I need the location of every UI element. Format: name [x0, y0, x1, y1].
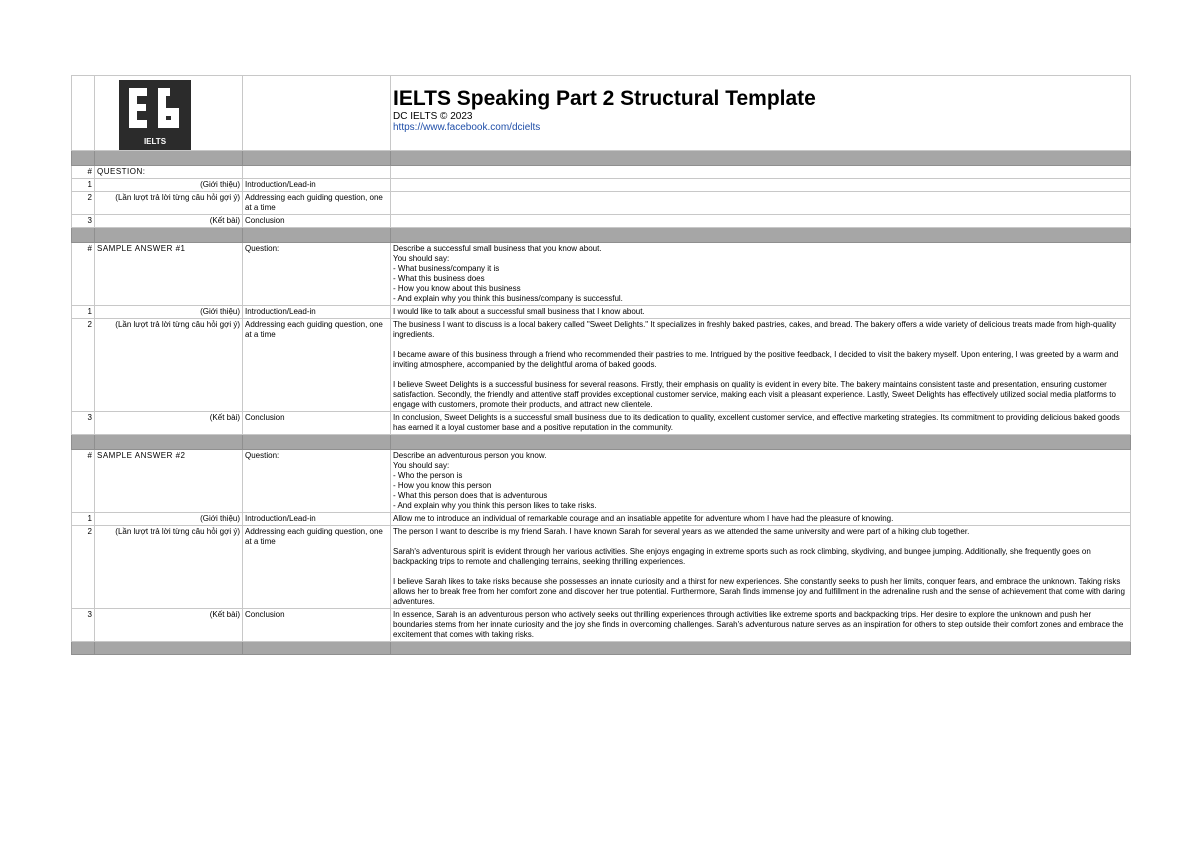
sample2-label: SAMPLE ANSWER #2 [95, 450, 243, 513]
section-divider [72, 435, 1131, 450]
en-label: Addressing each guiding question, one at a time [243, 319, 391, 412]
question-line: You should say: [393, 461, 450, 470]
question-label: QUESTION: [95, 166, 243, 179]
answer-paragraph: I believe Sarah likes to take risks because she possesses an innate curiosity and a thirst for new experiences. She constantly seeks to push her limits, conquer fears, and embrace the unknown. Taking risks allows her to break free from her comfort zone and discover her true potential. Furthermore, Sarah finds immense joy and fulfillment in the adrenaline rush and the sense of achievement that come with daring adventures. [393, 577, 1125, 606]
answer-paragraph: In conclusion, Sweet Delights is a successful small business due to its dedication to quality, excellent customer service, and effective marketing strategies. Its commitment to providing delicious baked goods has earned it a loyal customer base and a positive reputation in the community. [391, 412, 1131, 435]
vn-label: (Kết bài) [95, 215, 243, 228]
en-label: Introduction/Lead-in [243, 179, 391, 192]
row-hash: # [72, 450, 95, 513]
row-hash: # [72, 166, 95, 179]
vn-label: (Kết bài) [95, 609, 243, 642]
vn-label: (Giới thiệu) [95, 513, 243, 526]
en-label: Conclusion [243, 412, 391, 435]
question-line: Describe an adventurous person you know. [393, 451, 547, 460]
answer-body [391, 526, 1131, 609]
answer-paragraph: I believe Sweet Delights is a successful business for several reasons. Firstly, their emphasis on quality is evident in every bite. The bakery maintains consistent taste and presentation, ensuring customer satisfaction. Secondly, the friendly and attentive staff provides exceptional customer service, making each visit a pleasant experience. Lastly, Sweet Delights has effectively utilized social media platforms to engage with customers, promote their products, and attract new clientele. [393, 380, 1116, 409]
answer-paragraph: I became aware of this business through a friend who recommended their pastries to me. Intrigued by the positive feedback, I decided to visit the bakery myself. Upon entering, I was greeted by a warm and inviting atmosphere, accompanied by the delightful aroma of baked goods. [393, 350, 1119, 369]
en-label: Addressing each guiding question, one at a time [243, 192, 391, 215]
template-sheet [71, 75, 1131, 655]
row-number: 1 [72, 513, 95, 526]
answer-body [391, 319, 1131, 412]
question-row-3 [72, 215, 1131, 228]
question-line: - What business/company it is [393, 264, 500, 273]
sample1-row-2 [72, 319, 1131, 412]
header-row [72, 76, 1131, 151]
answer-paragraph: Allow me to introduce an individual of remarkable courage and an insatiable appetite for adventure whom I have had the pleasure of knowing. [391, 513, 1131, 526]
answer-paragraph: Sarah's adventurous spirit is evident through her various activities. She enjoys engaging in extreme sports such as rock climbing, skydiving, and bungee jumping. Additionally, she frequently goes on backpacking trips to remote and challenging terrains, seeking thrilling experiences. [393, 547, 1091, 566]
en-label: Conclusion [243, 215, 391, 228]
vn-label: (Giới thiệu) [95, 306, 243, 319]
question-row-1 [72, 179, 1131, 192]
question-line: Describe a successful small business that you know about. [393, 244, 602, 253]
sample1-label: SAMPLE ANSWER #1 [95, 243, 243, 306]
answer-paragraph: The person I want to describe is my friend Sarah. I have known Sarah for several years as we attended the same university and were part of a hiking club together. [393, 527, 970, 536]
section-divider [72, 228, 1131, 243]
sample2-question-row [72, 450, 1131, 513]
row-hash: # [72, 243, 95, 306]
answer-paragraph: In essence, Sarah is an adventurous person who actively seeks out thrilling experiences through activities like extreme sports and backpacking trips. Her desire to explore the unknown and push her boundaries stems from her innate curiosity and the joy she finds in overcoming challenges. Sarah's adventurous nature serves as an inspiration for others to step outside their comfort zones and embrace the excitement that comes with taking risks. [391, 609, 1131, 642]
row-number: 3 [72, 215, 95, 228]
question-header-row [72, 166, 1131, 179]
answer-paragraph: The business I want to discuss is a local bakery called "Sweet Delights." It specializes in freshly baked pastries, cakes, and bread. The bakery offers a wide variety of delicious treats made from high-quality ingredients. [393, 320, 1117, 339]
row-number: 1 [72, 306, 95, 319]
eg-ielts-logo [119, 80, 191, 150]
vn-label: (Lần lượt trả lời từng câu hỏi gợi ý) [95, 319, 243, 412]
en-label: Conclusion [243, 609, 391, 642]
row-number: 2 [72, 319, 95, 412]
en-label: Addressing each guiding question, one at a time [243, 526, 391, 609]
logo-sub-text: IELTS [143, 137, 167, 146]
row-number: 2 [72, 526, 95, 609]
sample1-question-text [391, 243, 1131, 306]
sample2-row-3 [72, 609, 1131, 642]
en-label: Introduction/Lead-in [243, 306, 391, 319]
question-line: - How you know about this business [393, 284, 521, 293]
question-line: - What this person does that is adventurous [393, 491, 548, 500]
question-line: - And explain why you think this business/company is successful. [393, 294, 623, 303]
sample1-row-3 [72, 412, 1131, 435]
sample2-row-1 [72, 513, 1131, 526]
row-number: 2 [72, 192, 95, 215]
facebook-link[interactable]: https://www.facebook.com/dcielts [393, 122, 541, 133]
question-row-2 [72, 192, 1131, 215]
sample1-question-row [72, 243, 1131, 306]
sample2-question-text [391, 450, 1131, 513]
vn-label: (Kết bài) [95, 412, 243, 435]
section-divider [72, 151, 1131, 166]
row-number: 3 [72, 412, 95, 435]
row-number: 1 [72, 179, 95, 192]
en-label: Introduction/Lead-in [243, 513, 391, 526]
question-label: Question: [243, 450, 391, 513]
header-title-cell [391, 76, 1131, 151]
vn-label: (Giới thiệu) [95, 179, 243, 192]
section-divider [72, 642, 1131, 655]
sample2-row-2 [72, 526, 1131, 609]
question-line: - And explain why you think this person likes to take risks. [393, 501, 597, 510]
page-title: IELTS Speaking Part 2 Structural Template [393, 87, 816, 110]
logo-cell [95, 76, 243, 151]
question-line: - What this business does [393, 274, 485, 283]
vn-label: (Lần lượt trả lời từng câu hỏi gợi ý) [95, 526, 243, 609]
row-number: 3 [72, 609, 95, 642]
question-line: You should say: [393, 254, 450, 263]
vn-label: (Lần lượt trả lời từng câu hỏi gợi ý) [95, 192, 243, 215]
question-line: - How you know this person [393, 481, 492, 490]
question-label: Question: [243, 243, 391, 306]
sample1-row-1 [72, 306, 1131, 319]
copyright-text: DC IELTS © 2023 [393, 111, 473, 122]
question-line: - Who the person is [393, 471, 463, 480]
answer-paragraph: I would like to talk about a successful small business that I know about. [391, 306, 1131, 319]
